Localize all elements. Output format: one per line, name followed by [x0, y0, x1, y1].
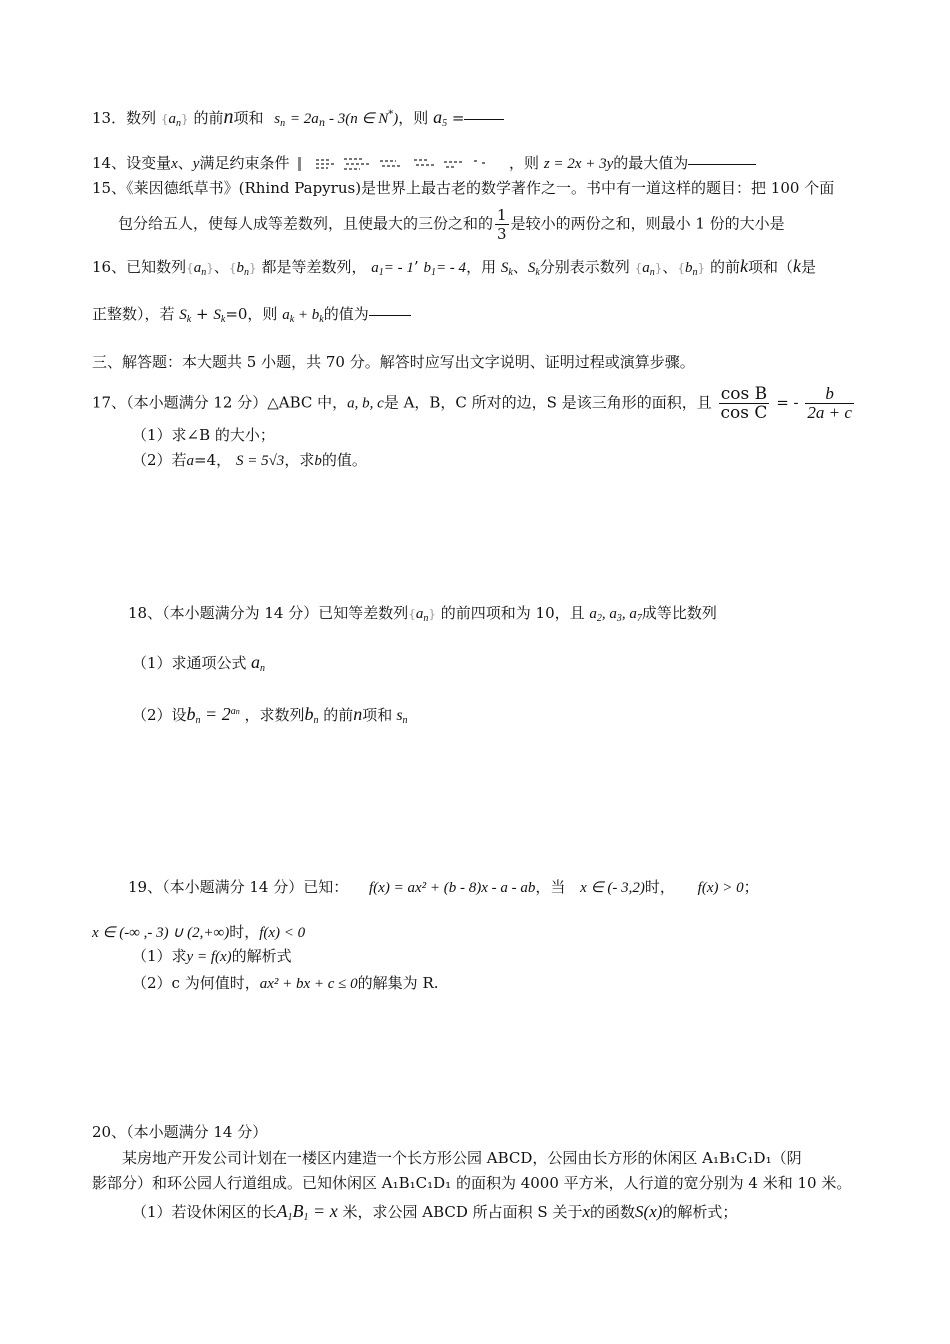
q16-text3: ，用	[466, 258, 497, 276]
q17-text: 17、（本小题满分 12 分）△ABC 中，	[92, 393, 348, 412]
q13-formula: = 2a	[289, 111, 319, 127]
q13-formula2: - 3(n ∈ N	[325, 111, 389, 127]
question-16-line1: 16、已知数列$\{a_n\}$、$\{b_n\}$ 都是等差数列， $a_1= - 1$’ $b_1= - 4$，用 $S_k$、$S_k$分别表示数列 $\{a_n\}$、$\{b_n\}$ 的前k项和（k是	[92, 256, 816, 278]
q14-objective: z = 2x + 3y	[543, 156, 614, 172]
q16-text5: 的前	[709, 258, 740, 276]
q20-line2: 某房地产开发公司计划在一楼区内建造一个长方形公园 ABCD，公园由长方形的休闲区 A₁B₁C₁D₁（阴	[122, 1149, 802, 1167]
q19-function: f(x) = ax² + (b - 8)x - a - ab	[369, 880, 536, 896]
q19-text: 19、（本小题满分 14 分）已知：	[128, 878, 349, 896]
q13-formula3: )	[393, 111, 399, 127]
q20-p1-text4: 的解析式；	[662, 1203, 738, 1221]
q16-text8: 正整数），若	[92, 305, 175, 323]
q18-text3: 成等比数列	[641, 604, 717, 622]
q20-p1-text: （1）若设休闲区的长	[132, 1203, 277, 1221]
q19-p1-text2: 的解析式	[231, 947, 292, 965]
q19-domain2: x ∈ (-∞ ,- 3) ∪ (2,+∞)	[92, 925, 230, 941]
q14-text4: ，则	[509, 154, 540, 172]
q19-line2	[92, 922, 305, 943]
q18-p2-text4: 项和	[362, 706, 393, 724]
q19-text3: 时，	[644, 878, 675, 896]
question-15-line1: 15、《莱因德纸草书》(Rhind Papyrus)是世界上最古老的数学著作之一。书中有一道这样的题目：把 100 个面	[92, 179, 835, 197]
q16-b1: = - 4	[435, 260, 467, 276]
q14-number: 14、	[92, 154, 127, 172]
q18-p2-text3: 的前	[323, 706, 354, 724]
q16-text9: =0，则	[225, 305, 278, 323]
q17-part2: （2）若a=4， S = 5√3，求b的值。	[132, 451, 367, 469]
q17-p2-text3: ，求	[284, 451, 315, 469]
q20-line3: 影部分）和环公园人行道组成。已知休闲区 A₁B₁C₁D₁ 的面积为 4000 平方米，人行道的宽分别为 4 米和 10 米。	[92, 1174, 852, 1192]
q19-p2-text2: 的解集为 R.	[357, 974, 439, 992]
section-3-heading: 三、解答题：本大题共 5 小题，共 70 分。解答时应写出文字说明、证明过程或演算步骤。	[92, 353, 695, 371]
q18-p2-text2: ，求数列	[244, 706, 305, 724]
q17-eq: = -	[776, 393, 799, 412]
q17-cos-fraction: $\frac{\text{cos B}}{\text{cos C}}$	[720, 384, 768, 423]
q19-p2-expr: ax² + bx + c ≤ 0	[259, 976, 358, 992]
q17-rhs-fraction: $\frac{b}{2a + c}$	[807, 384, 852, 422]
q20-p1-text2: 米，求公园 ABCD 所占面积 S 关于	[342, 1203, 583, 1221]
q17-part1: （1）求∠B 的大小；	[132, 426, 275, 444]
q16-sep: 、	[213, 258, 229, 276]
question-20: 20、（本小题满分 14 分）	[92, 1123, 268, 1141]
q18-part2: （2）设$b_n = 2^{an}$ ，求数列$b_n$ 的前n项和 $s_n$	[132, 704, 408, 726]
q16-text7: 是	[800, 258, 816, 276]
q19-negative: f(x) < 0	[259, 925, 306, 941]
q13-an: $a_n$	[168, 111, 182, 129]
question-19: 19、（本小题满分 14 分）已知： f(x) = ax² + (b - 8)x - a - ab，当 x ∈ (- 3,2)时， f(x) > 0；	[128, 878, 759, 896]
q14-text2: 、	[177, 154, 193, 172]
q18-p2-text: （2）设	[132, 706, 187, 724]
q13-text4: ，则	[398, 109, 429, 127]
q16-text: 16、已知数列	[92, 258, 187, 276]
q15-fraction: $\frac{1}{3}$	[497, 206, 507, 243]
q19-p2-text: （2）c 为何值时，	[132, 974, 260, 992]
q16-sep2: 、	[512, 258, 528, 276]
question-16-line2: 正整数），若 $S_k + S_k=0$，则 $a_k + b_k$的值为	[92, 304, 411, 330]
q16-sep3: 、	[662, 258, 678, 276]
q17-text2: 是 A，B，C 所对的边，S 是该三角形的面积，且	[383, 393, 712, 412]
q20-p1-text3: 的函数	[590, 1203, 636, 1221]
q20-part1: （1）若设休闲区的长$A_1B_1 = x$ 米，求公园 ABCD 所占面积 S 关于x的函数S(x)的解析式；	[132, 1201, 738, 1223]
question-13: 13．数列 $\{a_n\}$ 的前n项和 $s_n = 2a_n - 3(n$ ∈ N*)，则 $a_5$ =	[92, 105, 504, 134]
q16-a1: = - 1	[383, 260, 414, 276]
q19-part2	[132, 973, 439, 994]
q14-text3: 满足约束条件	[199, 154, 290, 172]
constraint-system-image	[294, 155, 504, 173]
q19-text4: 时，	[229, 923, 260, 941]
q17-vars: a, b, c	[347, 395, 384, 412]
q15-text2: 是较小的两份之和，则最小 1 份的大小是	[510, 214, 785, 233]
q19-domain: x ∈ (- 3,2)	[580, 880, 645, 896]
q16-text2: 都是等差数列，	[261, 258, 367, 276]
q19-p1-expr: y = f(x)	[186, 949, 232, 965]
q13-text: 数列	[126, 109, 157, 127]
q16-text6: 项和（	[747, 258, 793, 276]
q15-text: 包分给五人，使每人成等差数列，且使最大的三份之和的	[118, 214, 494, 233]
q19-part1	[132, 946, 292, 967]
question-18: 18、（本小题满分为 14 分）已知等差数列$\{a_n\}$ 的前四项和为 10，且 $a_2$, $a_3$, $a_7$成等比数列	[128, 604, 717, 624]
question-17	[92, 385, 856, 422]
question-15-line2	[118, 206, 785, 243]
q18-part1: （1）求通项公式 $a_n$	[132, 652, 266, 674]
q17-p2-text4: 的值。	[321, 451, 367, 469]
q17-p2-text: （2）若	[132, 451, 187, 469]
q19-text2: ，当	[535, 878, 566, 896]
q13-text2: 的前	[193, 109, 224, 127]
q16-text10: 的值为	[323, 305, 369, 323]
q19-p1-text: （1）求	[132, 947, 187, 965]
q14-text: 设变量	[126, 154, 172, 172]
q18-text: 18、（本小题满分为 14 分）已知等差数列	[128, 604, 409, 622]
q19-positive: f(x) > 0	[697, 880, 744, 896]
q17-area: S = 5√3	[235, 453, 285, 469]
q14-text5: 的最大值为	[613, 154, 689, 172]
q16-text4: 分别表示数列	[539, 258, 630, 276]
question-14: 14、设变量x、y满足约束条件 ，则 z = 2x + 3y的最大值为	[92, 153, 756, 174]
q13-text3: 项和	[233, 109, 264, 127]
q13-number: 13．	[92, 109, 127, 127]
q17-p2-text2: =4，	[194, 451, 232, 469]
q18-text2: 的前四项和为 10，且	[440, 604, 585, 622]
q18-p1-text: （1）求通项公式	[132, 654, 247, 672]
